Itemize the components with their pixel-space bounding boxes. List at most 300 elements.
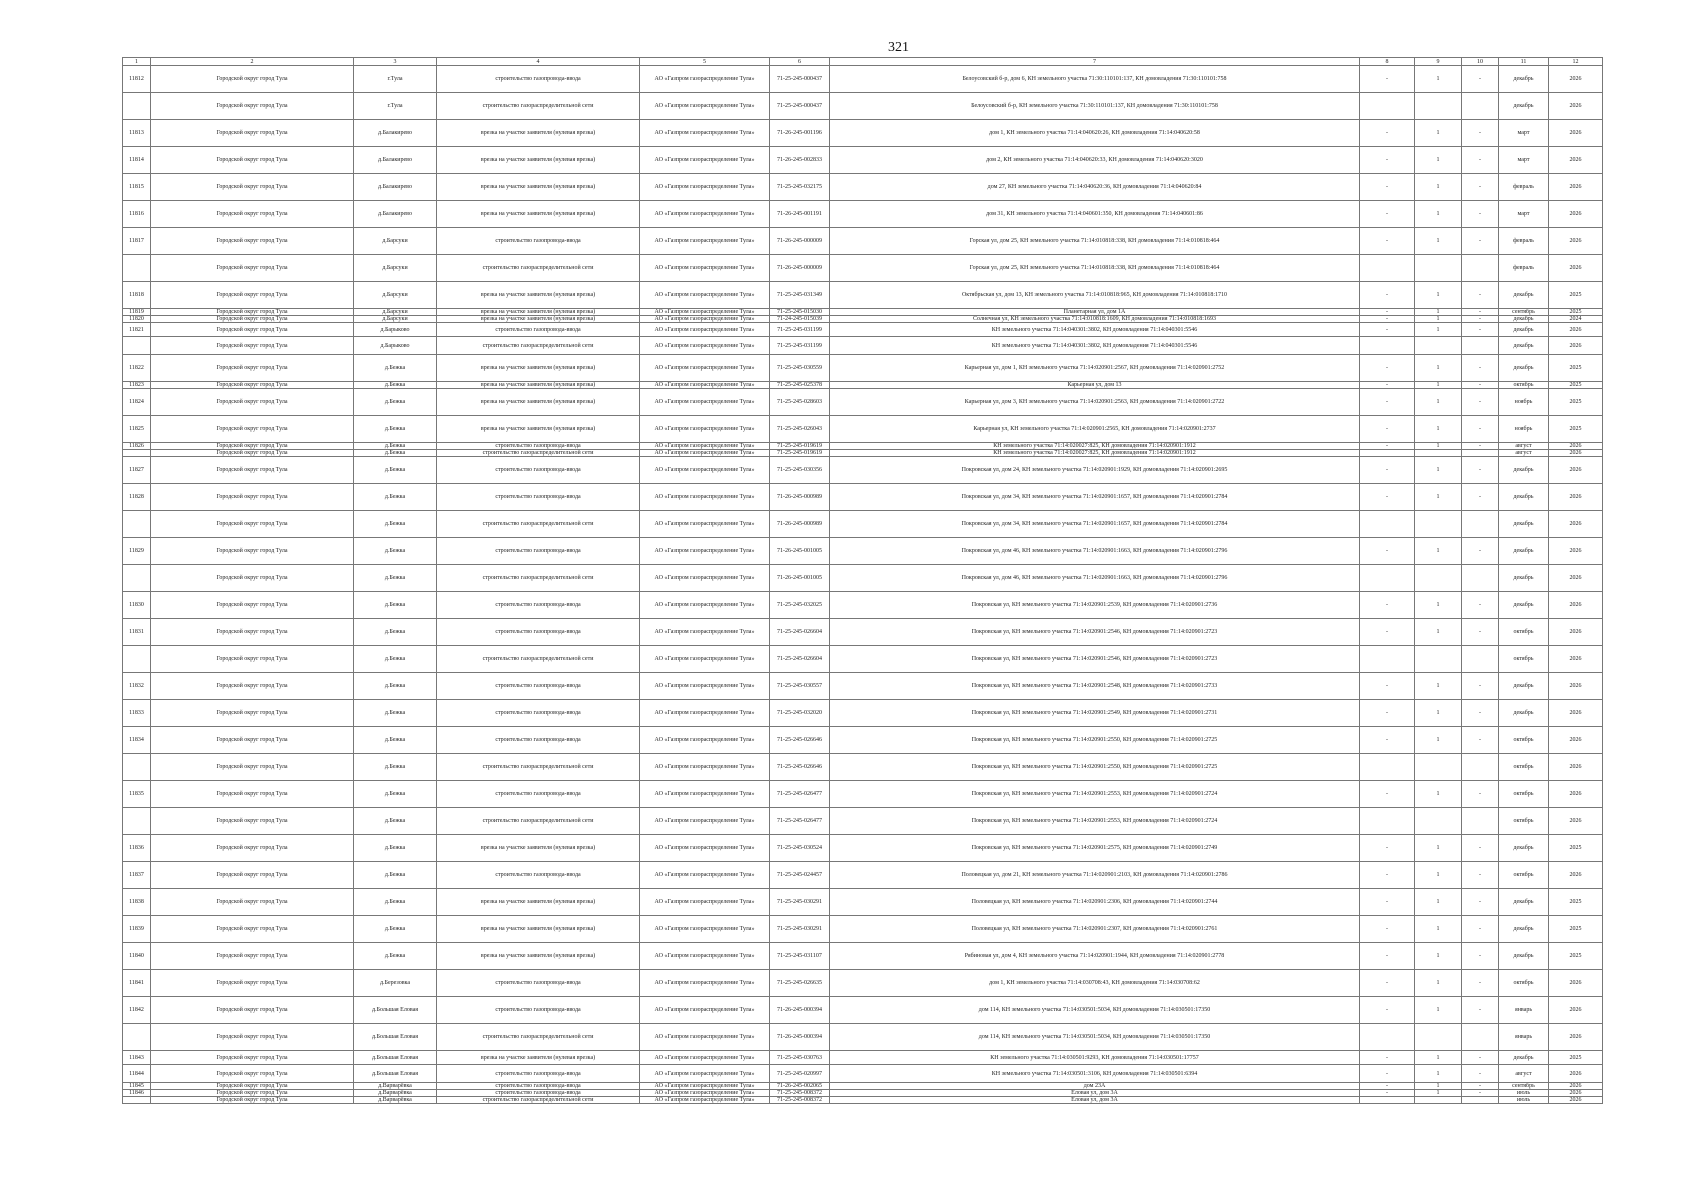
work-type-cell: строительство газопровода-ввода bbox=[437, 673, 640, 700]
address-cell: Половецкая ул, дом 21, КН земельного участка 71:14:020901:2103, КН домовладения 71:14:020901:2786 bbox=[830, 862, 1360, 889]
year-cell: 2026 bbox=[1549, 323, 1603, 337]
col10-cell bbox=[1462, 93, 1499, 120]
organization-cell: АО «Газпром газораспределение Тула» bbox=[640, 1065, 770, 1083]
year-cell: 2026 bbox=[1549, 1097, 1603, 1104]
organization-cell: АО «Газпром газораспределение Тула» bbox=[640, 619, 770, 646]
col10-cell: - bbox=[1462, 889, 1499, 916]
col8-cell: - bbox=[1360, 1083, 1415, 1090]
locality-cell: д.Большая Еловая bbox=[354, 1051, 437, 1065]
address-cell: Карьерная ул, КН земельного участка 71:14:020901:2565, КН домовладения 71:14:020901:2737 bbox=[830, 416, 1360, 443]
quantity-cell: 1 bbox=[1415, 1083, 1462, 1090]
year-cell: 2025 bbox=[1549, 282, 1603, 309]
column-header: 5 bbox=[640, 58, 770, 66]
municipality-cell: Городской округ город Тула bbox=[151, 700, 354, 727]
year-cell: 2026 bbox=[1549, 1024, 1603, 1051]
organization-cell: АО «Газпром газораспределение Тула» bbox=[640, 416, 770, 443]
col8-cell: - bbox=[1360, 389, 1415, 416]
locality-cell: д.Бежка bbox=[354, 443, 437, 450]
table-row bbox=[123, 282, 1603, 309]
row-number-cell: 11844 bbox=[123, 1065, 151, 1083]
month-cell: октябрь bbox=[1499, 382, 1549, 389]
work-type-cell: строительство газопровода-ввода bbox=[437, 484, 640, 511]
month-cell: август bbox=[1499, 1065, 1549, 1083]
month-cell: сентябрь bbox=[1499, 1083, 1549, 1090]
address-cell: Покровская ул, КН земельного участка 71:14:020901:2539, КН домовладения 71:14:020901:2736 bbox=[830, 592, 1360, 619]
col10-cell: - bbox=[1462, 443, 1499, 450]
work-type-cell: врезка на участке заявителя (нулевая врезка) bbox=[437, 889, 640, 916]
col10-cell: - bbox=[1462, 700, 1499, 727]
table-row bbox=[123, 592, 1603, 619]
row-number-cell: 11818 bbox=[123, 282, 151, 309]
month-cell: декабрь bbox=[1499, 916, 1549, 943]
row-number-cell bbox=[123, 255, 151, 282]
address-cell: Покровская ул, КН земельного участка 71:14:020901:2553, КН домовладения 71:14:020901:2724 bbox=[830, 781, 1360, 808]
organization-cell: АО «Газпром газораспределение Тула» bbox=[640, 443, 770, 450]
col8-cell: - bbox=[1360, 120, 1415, 147]
col10-cell bbox=[1462, 337, 1499, 355]
municipality-cell: Городской округ город Тула bbox=[151, 323, 354, 337]
row-number-cell: 11821 bbox=[123, 323, 151, 337]
col10-cell: - bbox=[1462, 316, 1499, 323]
application-number-cell: 71-26-245-000989 bbox=[770, 511, 830, 538]
col10-cell bbox=[1462, 1097, 1499, 1104]
col10-cell: - bbox=[1462, 147, 1499, 174]
address-cell: дом 1, КН земельного участка 71:14:040620:26, КН домовладения 71:14:040620:58 bbox=[830, 120, 1360, 147]
quantity-cell: 1 bbox=[1415, 1090, 1462, 1097]
quantity-cell: 1 bbox=[1415, 484, 1462, 511]
row-number-cell: 11817 bbox=[123, 228, 151, 255]
work-type-cell: строительство газопровода-ввода bbox=[437, 997, 640, 1024]
quantity-cell: 1 bbox=[1415, 309, 1462, 316]
month-cell: февраль bbox=[1499, 174, 1549, 201]
address-cell: КН земельного участка 71:14:020027:825, КН домовладения 71:14:020901:1912 bbox=[830, 450, 1360, 457]
table-row bbox=[123, 673, 1603, 700]
application-number-cell: 71-26-245-000009 bbox=[770, 255, 830, 282]
row-number-cell bbox=[123, 511, 151, 538]
locality-cell: д.Варварёвка bbox=[354, 1090, 437, 1097]
work-type-cell: строительство газораспределительной сети bbox=[437, 511, 640, 538]
col8-cell: - bbox=[1360, 1090, 1415, 1097]
row-number-cell: 11828 bbox=[123, 484, 151, 511]
address-cell: Карьерная ул, дом 3, КН земельного участка 71:14:020901:2563, КН домовладения 71:14:020901:2722 bbox=[830, 389, 1360, 416]
application-number-cell: 71-25-245-030291 bbox=[770, 916, 830, 943]
col10-cell: - bbox=[1462, 1051, 1499, 1065]
work-type-cell: строительство газопровода-ввода bbox=[437, 323, 640, 337]
locality-cell: д.Бежка bbox=[354, 511, 437, 538]
year-cell: 2026 bbox=[1549, 457, 1603, 484]
quantity-cell bbox=[1415, 255, 1462, 282]
col10-cell bbox=[1462, 646, 1499, 673]
address-cell: дом 2, КН земельного участка 71:14:040620:33, КН домовладения 71:14:040620:3020 bbox=[830, 147, 1360, 174]
year-cell: 2026 bbox=[1549, 673, 1603, 700]
organization-cell: АО «Газпром газораспределение Тула» bbox=[640, 147, 770, 174]
application-number-cell: 71-25-245-031349 bbox=[770, 282, 830, 309]
header-row bbox=[123, 58, 1603, 66]
month-cell: октябрь bbox=[1499, 646, 1549, 673]
work-type-cell: строительство газопровода-ввода bbox=[437, 1090, 640, 1097]
year-cell: 2026 bbox=[1549, 484, 1603, 511]
locality-cell: д.Барсуки bbox=[354, 228, 437, 255]
row-number-cell: 11845 bbox=[123, 1083, 151, 1090]
address-cell: Еловая ул, дом 3А bbox=[830, 1090, 1360, 1097]
quantity-cell bbox=[1415, 808, 1462, 835]
application-number-cell: 71-26-245-000394 bbox=[770, 1024, 830, 1051]
application-number-cell: 71-26-245-000989 bbox=[770, 484, 830, 511]
application-number-cell: 71-25-245-030356 bbox=[770, 457, 830, 484]
locality-cell: г.Тула bbox=[354, 93, 437, 120]
locality-cell: д.Варварёвка bbox=[354, 1097, 437, 1104]
row-number-cell: 11830 bbox=[123, 592, 151, 619]
work-type-cell: врезка на участке заявителя (нулевая врезка) bbox=[437, 174, 640, 201]
locality-cell: д.Барсуки bbox=[354, 316, 437, 323]
quantity-cell: 1 bbox=[1415, 416, 1462, 443]
table-row bbox=[123, 781, 1603, 808]
row-number-cell: 11824 bbox=[123, 389, 151, 416]
quantity-cell: 1 bbox=[1415, 700, 1462, 727]
quantity-cell: 1 bbox=[1415, 147, 1462, 174]
organization-cell: АО «Газпром газораспределение Тула» bbox=[640, 457, 770, 484]
quantity-cell bbox=[1415, 337, 1462, 355]
work-type-cell: строительство газопровода-ввода bbox=[437, 700, 640, 727]
quantity-cell: 1 bbox=[1415, 389, 1462, 416]
municipality-cell: Городской округ город Тула bbox=[151, 808, 354, 835]
month-cell: декабрь bbox=[1499, 484, 1549, 511]
address-cell: КН земельного участка 71:14:030501:9293, КН домовладения 71:14:030501:17757 bbox=[830, 1051, 1360, 1065]
month-cell: декабрь bbox=[1499, 1051, 1549, 1065]
col8-cell: - bbox=[1360, 1065, 1415, 1083]
quantity-cell: 1 bbox=[1415, 228, 1462, 255]
month-cell: октябрь bbox=[1499, 727, 1549, 754]
month-cell: декабрь bbox=[1499, 511, 1549, 538]
municipality-cell: Городской округ город Тула bbox=[151, 443, 354, 450]
work-type-cell: врезка на участке заявителя (нулевая врезка) bbox=[437, 316, 640, 323]
municipality-cell: Городской округ город Тула bbox=[151, 1083, 354, 1090]
row-number-cell: 11838 bbox=[123, 889, 151, 916]
col8-cell bbox=[1360, 754, 1415, 781]
municipality-cell: Городской округ город Тула bbox=[151, 916, 354, 943]
col8-cell: - bbox=[1360, 889, 1415, 916]
row-number-cell: 11831 bbox=[123, 619, 151, 646]
col8-cell bbox=[1360, 511, 1415, 538]
month-cell: декабрь bbox=[1499, 323, 1549, 337]
row-number-cell bbox=[123, 646, 151, 673]
month-cell: январь bbox=[1499, 1024, 1549, 1051]
year-cell: 2026 bbox=[1549, 754, 1603, 781]
year-cell: 2026 bbox=[1549, 255, 1603, 282]
month-cell: январь bbox=[1499, 997, 1549, 1024]
month-cell: декабрь bbox=[1499, 355, 1549, 382]
row-number-cell: 11840 bbox=[123, 943, 151, 970]
row-number-cell: 11813 bbox=[123, 120, 151, 147]
organization-cell: АО «Газпром газораспределение Тула» bbox=[640, 309, 770, 316]
organization-cell: АО «Газпром газораспределение Тула» bbox=[640, 835, 770, 862]
year-cell: 2026 bbox=[1549, 443, 1603, 450]
table-row bbox=[123, 120, 1603, 147]
year-cell: 2026 bbox=[1549, 147, 1603, 174]
table-row bbox=[123, 889, 1603, 916]
municipality-cell: Городской округ город Тула bbox=[151, 835, 354, 862]
application-number-cell: 71-25-245-008372 bbox=[770, 1090, 830, 1097]
table-row bbox=[123, 943, 1603, 970]
table-row bbox=[123, 862, 1603, 889]
month-cell: декабрь bbox=[1499, 700, 1549, 727]
col10-cell: - bbox=[1462, 673, 1499, 700]
application-number-cell: 71-26-245-002065 bbox=[770, 1083, 830, 1090]
municipality-cell: Городской округ город Тула bbox=[151, 255, 354, 282]
col10-cell: - bbox=[1462, 355, 1499, 382]
address-cell: дом 114, КН земельного участка 71:14:030501:5034, КН домовладения 71:14:030501:17350 bbox=[830, 997, 1360, 1024]
col8-cell: - bbox=[1360, 592, 1415, 619]
table-row bbox=[123, 646, 1603, 673]
municipality-cell: Городской округ город Тула bbox=[151, 93, 354, 120]
organization-cell: АО «Газпром газораспределение Тула» bbox=[640, 174, 770, 201]
work-type-cell: строительство газопровода-ввода bbox=[437, 862, 640, 889]
work-type-cell: строительство газопровода-ввода bbox=[437, 1065, 640, 1083]
application-number-cell: 71-25-245-019619 bbox=[770, 450, 830, 457]
col8-cell: - bbox=[1360, 1051, 1415, 1065]
column-header: 7 bbox=[830, 58, 1360, 66]
municipality-cell: Городской округ город Тула bbox=[151, 619, 354, 646]
application-number-cell: 71-25-245-024457 bbox=[770, 862, 830, 889]
quantity-cell: 1 bbox=[1415, 120, 1462, 147]
address-cell: Покровская ул, КН земельного участка 71:14:020901:2548, КН домовладения 71:14:020901:2733 bbox=[830, 673, 1360, 700]
month-cell: декабрь bbox=[1499, 835, 1549, 862]
application-number-cell: 71-25-245-008372 bbox=[770, 1097, 830, 1104]
municipality-cell: Городской округ город Тула bbox=[151, 1051, 354, 1065]
table-row bbox=[123, 443, 1603, 450]
municipality-cell: Городской округ город Тула bbox=[151, 416, 354, 443]
year-cell: 2026 bbox=[1549, 646, 1603, 673]
application-number-cell: 71-26-245-000394 bbox=[770, 997, 830, 1024]
application-number-cell: 71-25-245-000437 bbox=[770, 93, 830, 120]
work-type-cell: строительство газопровода-ввода bbox=[437, 592, 640, 619]
work-type-cell: строительство газораспределительной сети bbox=[437, 1024, 640, 1051]
row-number-cell: 11839 bbox=[123, 916, 151, 943]
organization-cell: АО «Газпром газораспределение Тула» bbox=[640, 255, 770, 282]
address-cell: КН земельного участка 71:14:040301:3802, КН домовладения 71:14:040301:5546 bbox=[830, 337, 1360, 355]
month-cell: декабрь bbox=[1499, 282, 1549, 309]
table-row bbox=[123, 700, 1603, 727]
address-cell: Рябиновая ул, дом 4, КН земельного участка 71:14:020901:1944, КН домовладения 71:14:020901:2778 bbox=[830, 943, 1360, 970]
year-cell: 2024 bbox=[1549, 316, 1603, 323]
organization-cell: АО «Газпром газораспределение Тула» bbox=[640, 93, 770, 120]
table-row bbox=[123, 450, 1603, 457]
work-type-cell: строительство газораспределительной сети bbox=[437, 565, 640, 592]
table-row bbox=[123, 389, 1603, 416]
quantity-cell: 1 bbox=[1415, 862, 1462, 889]
municipality-cell: Городской округ город Тула bbox=[151, 673, 354, 700]
col10-cell: - bbox=[1462, 309, 1499, 316]
row-number-cell: 11814 bbox=[123, 147, 151, 174]
month-cell: декабрь bbox=[1499, 538, 1549, 565]
row-number-cell: 11825 bbox=[123, 416, 151, 443]
col8-cell: - bbox=[1360, 619, 1415, 646]
work-type-cell: строительство газораспределительной сети bbox=[437, 337, 640, 355]
row-number-cell: 11829 bbox=[123, 538, 151, 565]
year-cell: 2026 bbox=[1549, 337, 1603, 355]
quantity-cell: 1 bbox=[1415, 916, 1462, 943]
col8-cell bbox=[1360, 450, 1415, 457]
locality-cell: д.Бежка bbox=[354, 538, 437, 565]
year-cell: 2026 bbox=[1549, 1065, 1603, 1083]
col10-cell: - bbox=[1462, 174, 1499, 201]
organization-cell: АО «Газпром газораспределение Тула» bbox=[640, 1083, 770, 1090]
column-header: 4 bbox=[437, 58, 640, 66]
month-cell: декабрь bbox=[1499, 457, 1549, 484]
work-type-cell: строительство газопровода-ввода bbox=[437, 443, 640, 450]
application-number-cell: 71-25-245-026477 bbox=[770, 808, 830, 835]
municipality-cell: Городской округ город Тула bbox=[151, 511, 354, 538]
table-row bbox=[123, 309, 1603, 316]
row-number-cell: 11816 bbox=[123, 201, 151, 228]
col10-cell: - bbox=[1462, 416, 1499, 443]
application-number-cell: 71-26-245-001191 bbox=[770, 201, 830, 228]
table-row bbox=[123, 808, 1603, 835]
municipality-cell: Городской округ город Тула bbox=[151, 389, 354, 416]
table-row bbox=[123, 255, 1603, 282]
application-number-cell: 71-25-245-032175 bbox=[770, 174, 830, 201]
work-type-cell: врезка на участке заявителя (нулевая врезка) bbox=[437, 382, 640, 389]
work-type-cell: строительство газораспределительной сети bbox=[437, 754, 640, 781]
application-number-cell: 71-26-245-002833 bbox=[770, 147, 830, 174]
work-type-cell: строительство газопровода-ввода bbox=[437, 781, 640, 808]
organization-cell: АО «Газпром газораспределение Тула» bbox=[640, 538, 770, 565]
quantity-cell: 1 bbox=[1415, 538, 1462, 565]
col8-cell bbox=[1360, 337, 1415, 355]
row-number-cell bbox=[123, 565, 151, 592]
locality-cell: д.Бежка bbox=[354, 862, 437, 889]
year-cell: 2026 bbox=[1549, 997, 1603, 1024]
col10-cell: - bbox=[1462, 201, 1499, 228]
col10-cell: - bbox=[1462, 484, 1499, 511]
municipality-cell: Городской округ город Тула bbox=[151, 457, 354, 484]
application-number-cell: 71-25-245-000437 bbox=[770, 66, 830, 93]
locality-cell: д.Бежка bbox=[354, 835, 437, 862]
year-cell: 2026 bbox=[1549, 619, 1603, 646]
municipality-cell: Городской округ город Тула bbox=[151, 337, 354, 355]
quantity-cell: 1 bbox=[1415, 943, 1462, 970]
work-type-cell: строительство газопровода-ввода bbox=[437, 228, 640, 255]
address-cell: КН земельного участка 71:14:030501:3106, КН домовладения 71:14:030501:6394 bbox=[830, 1065, 1360, 1083]
locality-cell: д.Бежка bbox=[354, 389, 437, 416]
address-cell: Белоусовский б-р, дом 6, КН земельного участка 71:30:110101:137, КН домовладения 71:30:110101:758 bbox=[830, 66, 1360, 93]
work-type-cell: строительство газопровода-ввода bbox=[437, 727, 640, 754]
table-row bbox=[123, 997, 1603, 1024]
municipality-cell: Городской округ город Тула bbox=[151, 147, 354, 174]
table-row bbox=[123, 1051, 1603, 1065]
organization-cell: АО «Газпром газораспределение Тула» bbox=[640, 337, 770, 355]
month-cell: октябрь bbox=[1499, 754, 1549, 781]
col10-cell: - bbox=[1462, 389, 1499, 416]
locality-cell: д.Большая Еловая bbox=[354, 997, 437, 1024]
col8-cell bbox=[1360, 255, 1415, 282]
quantity-cell: 1 bbox=[1415, 727, 1462, 754]
application-number-cell: 71-25-245-030559 bbox=[770, 355, 830, 382]
work-type-cell: строительство газораспределительной сети bbox=[437, 808, 640, 835]
work-type-cell: строительство газопровода-ввода bbox=[437, 970, 640, 997]
work-type-cell: строительство газораспределительной сети bbox=[437, 450, 640, 457]
quantity-cell bbox=[1415, 754, 1462, 781]
month-cell: август bbox=[1499, 450, 1549, 457]
application-number-cell: 71-25-245-026604 bbox=[770, 646, 830, 673]
locality-cell: д.Барыково bbox=[354, 323, 437, 337]
organization-cell: АО «Газпром газораспределение Тула» bbox=[640, 781, 770, 808]
organization-cell: АО «Газпром газораспределение Тула» bbox=[640, 484, 770, 511]
locality-cell: д.Бежка bbox=[354, 646, 437, 673]
quantity-cell bbox=[1415, 1024, 1462, 1051]
table-row bbox=[123, 727, 1603, 754]
address-cell: Покровская ул, дом 34, КН земельного участка 71:14:020901:1657, КН домовладения 71:14:020901:2784 bbox=[830, 511, 1360, 538]
col10-cell: - bbox=[1462, 282, 1499, 309]
locality-cell: д.Барсуки bbox=[354, 309, 437, 316]
table-row bbox=[123, 1097, 1603, 1104]
col10-cell: - bbox=[1462, 835, 1499, 862]
municipality-cell: Городской округ город Тула bbox=[151, 120, 354, 147]
column-header: 3 bbox=[354, 58, 437, 66]
quantity-cell: 1 bbox=[1415, 282, 1462, 309]
organization-cell: АО «Газпром газораспределение Тула» bbox=[640, 355, 770, 382]
year-cell: 2026 bbox=[1549, 228, 1603, 255]
quantity-cell: 1 bbox=[1415, 970, 1462, 997]
application-number-cell: 71-25-245-026635 bbox=[770, 970, 830, 997]
locality-cell: д.Бежка bbox=[354, 943, 437, 970]
organization-cell: АО «Газпром газораспределение Тула» bbox=[640, 323, 770, 337]
locality-cell: д.Бежка bbox=[354, 592, 437, 619]
quantity-cell: 1 bbox=[1415, 443, 1462, 450]
application-number-cell: 71-24-245-015039 bbox=[770, 316, 830, 323]
table-row bbox=[123, 970, 1603, 997]
col8-cell: - bbox=[1360, 282, 1415, 309]
col10-cell bbox=[1462, 450, 1499, 457]
organization-cell: АО «Газпром газораспределение Тула» bbox=[640, 673, 770, 700]
year-cell: 2026 bbox=[1549, 592, 1603, 619]
application-number-cell: 71-25-245-030763 bbox=[770, 1051, 830, 1065]
work-type-cell: врезка на участке заявителя (нулевая врезка) bbox=[437, 1051, 640, 1065]
municipality-cell: Городской округ город Тула bbox=[151, 565, 354, 592]
municipality-cell: Городской округ город Тула bbox=[151, 201, 354, 228]
year-cell: 2025 bbox=[1549, 416, 1603, 443]
municipality-cell: Городской округ город Тула bbox=[151, 382, 354, 389]
col8-cell: - bbox=[1360, 355, 1415, 382]
col10-cell bbox=[1462, 754, 1499, 781]
locality-cell: д.Бежка bbox=[354, 565, 437, 592]
address-cell: Покровская ул, КН земельного участка 71:14:020901:2550, КН домовладения 71:14:020901:2725 bbox=[830, 727, 1360, 754]
quantity-cell: 1 bbox=[1415, 355, 1462, 382]
locality-cell: д.Барсуки bbox=[354, 255, 437, 282]
locality-cell: д.Бежка bbox=[354, 619, 437, 646]
organization-cell: АО «Газпром газораспределение Тула» bbox=[640, 727, 770, 754]
column-header: 10 bbox=[1462, 58, 1499, 66]
municipality-cell: Городской округ город Тула bbox=[151, 484, 354, 511]
col8-cell: - bbox=[1360, 916, 1415, 943]
address-cell: Половецкая ул, КН земельного участка 71:14:020901:2306, КН домовладения 71:14:020901:2744 bbox=[830, 889, 1360, 916]
quantity-cell: 1 bbox=[1415, 174, 1462, 201]
year-cell: 2025 bbox=[1549, 389, 1603, 416]
column-header: 6 bbox=[770, 58, 830, 66]
organization-cell: АО «Газпром газораспределение Тула» bbox=[640, 808, 770, 835]
work-type-cell: врезка на участке заявителя (нулевая врезка) bbox=[437, 835, 640, 862]
table-row bbox=[123, 916, 1603, 943]
year-cell: 2026 bbox=[1549, 66, 1603, 93]
municipality-cell: Городской округ город Тула bbox=[151, 1065, 354, 1083]
locality-cell: д.Бежка bbox=[354, 673, 437, 700]
year-cell: 2026 bbox=[1549, 450, 1603, 457]
organization-cell: АО «Газпром газораспределение Тула» bbox=[640, 228, 770, 255]
table-body bbox=[123, 58, 1603, 1104]
table-row bbox=[123, 565, 1603, 592]
locality-cell: д.Бежка bbox=[354, 781, 437, 808]
month-cell: декабрь bbox=[1499, 93, 1549, 120]
